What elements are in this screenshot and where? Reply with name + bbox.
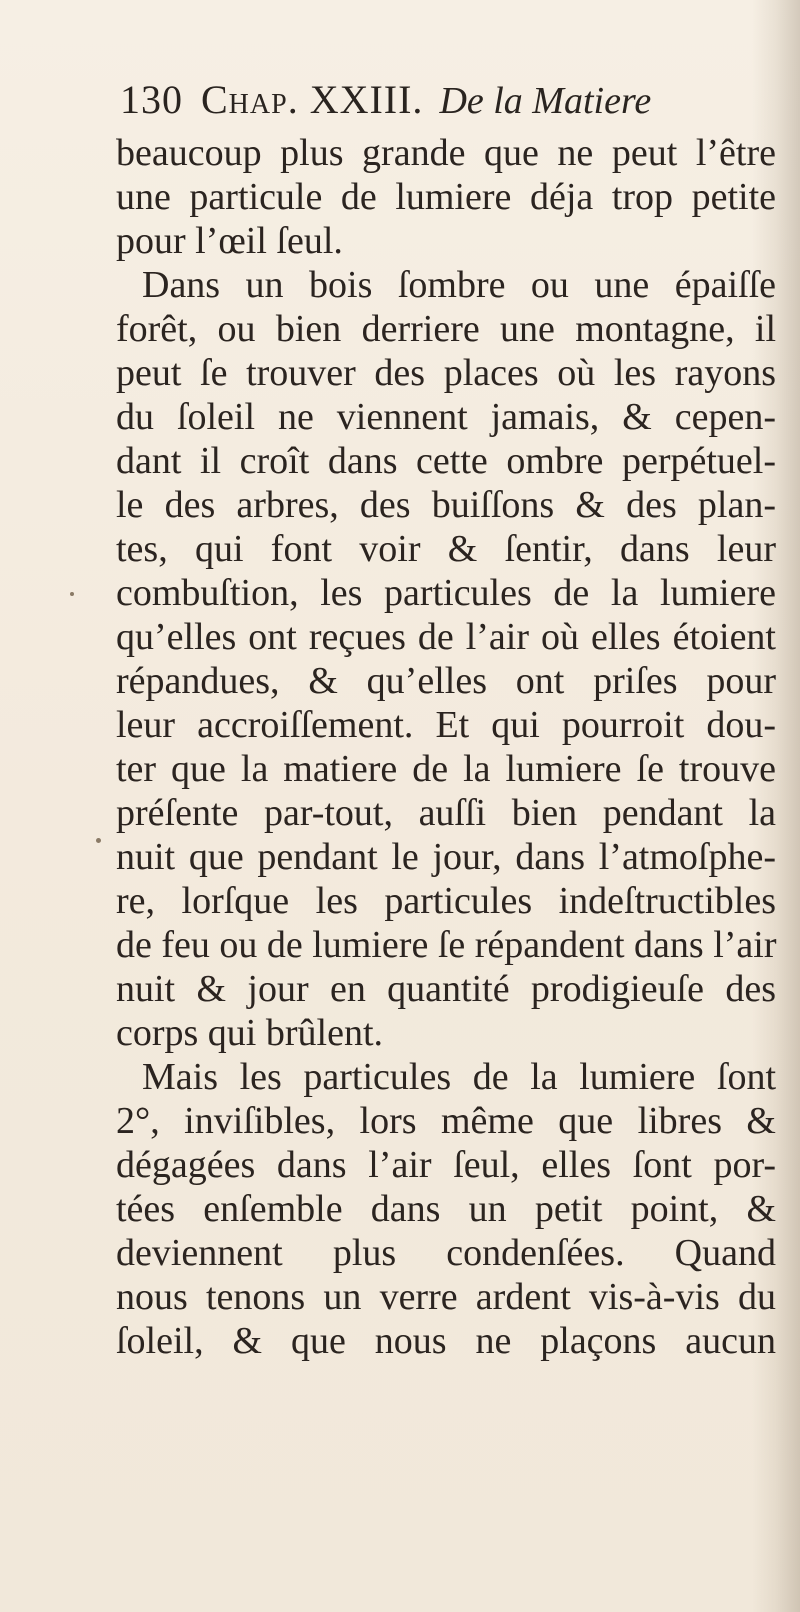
paper-speck [96, 838, 101, 843]
text-line: une particule de lumiere déja trop petite [116, 176, 776, 218]
text-line: corps qui brûlent. [116, 1012, 384, 1054]
text-line: le des arbres, des buiſſons & des plan- [116, 484, 776, 526]
text-line: nuit que pendant le jour, dans l’atmoſphe- [116, 836, 776, 878]
text-line: combuſtion, les particules de la lumiere [116, 572, 776, 614]
text-line: répandues, & qu’elles ont priſes pour [116, 660, 776, 702]
text-line: pour l’œil ſeul. [116, 220, 343, 262]
text-line: leur accroiſſement. Et qui pourroit dou- [116, 704, 776, 746]
running-header [120, 76, 690, 132]
chapter-heading: Chap. XXIII. [201, 77, 424, 122]
page-number: 130 [120, 77, 183, 122]
text-line: re, lorſque les particules indeſtructibles [116, 880, 776, 922]
text-line: tées enſemble dans un petit point, & [116, 1188, 776, 1230]
text-line: qu’elles ont reçues de l’air où elles étoient [116, 616, 776, 658]
text-line: beaucoup plus grande que ne peut l’être [116, 132, 776, 174]
text-line: nous tenons un verre ardent vis-à-vis du [116, 1276, 776, 1318]
text-line: Dans un bois ſombre ou une épaiſſe [142, 264, 776, 306]
text-line: ter que la matiere de la lumiere ſe trouve [116, 748, 776, 790]
paper-speck [70, 592, 74, 596]
text-line: 2°, inviſibles, lors même que libres & [116, 1100, 776, 1142]
body-text [116, 131, 776, 1363]
text-line: dant il croît dans cette ombre perpétuel- [116, 440, 776, 482]
text-line: forêt, ou bien derriere une montagne, il [116, 308, 776, 350]
text-line: nuit & jour en quantité prodigieuſe des [116, 968, 776, 1010]
text-line: deviennent plus condenſées. Quand [116, 1232, 776, 1274]
text-line: du ſoleil ne viennent jamais, & cepen- [116, 396, 776, 438]
text-line: de feu ou de lumiere ſe répandent dans l’air [116, 924, 777, 966]
text-line: tes, qui font voir & ſentir, dans leur [116, 528, 776, 570]
text-line: Mais les particules de la lumiere ſont [142, 1056, 776, 1098]
section-title: De la Matiere [439, 80, 652, 122]
text-line: dégagées dans l’air ſeul, elles ſont por- [116, 1144, 776, 1186]
text-line: peut ſe trouver des places où les rayons [116, 352, 776, 394]
text-line: préſente par-tout, auſſi bien pendant la [116, 792, 776, 834]
text-line: ſoleil, & que nous ne plaçons aucun [116, 1320, 776, 1362]
